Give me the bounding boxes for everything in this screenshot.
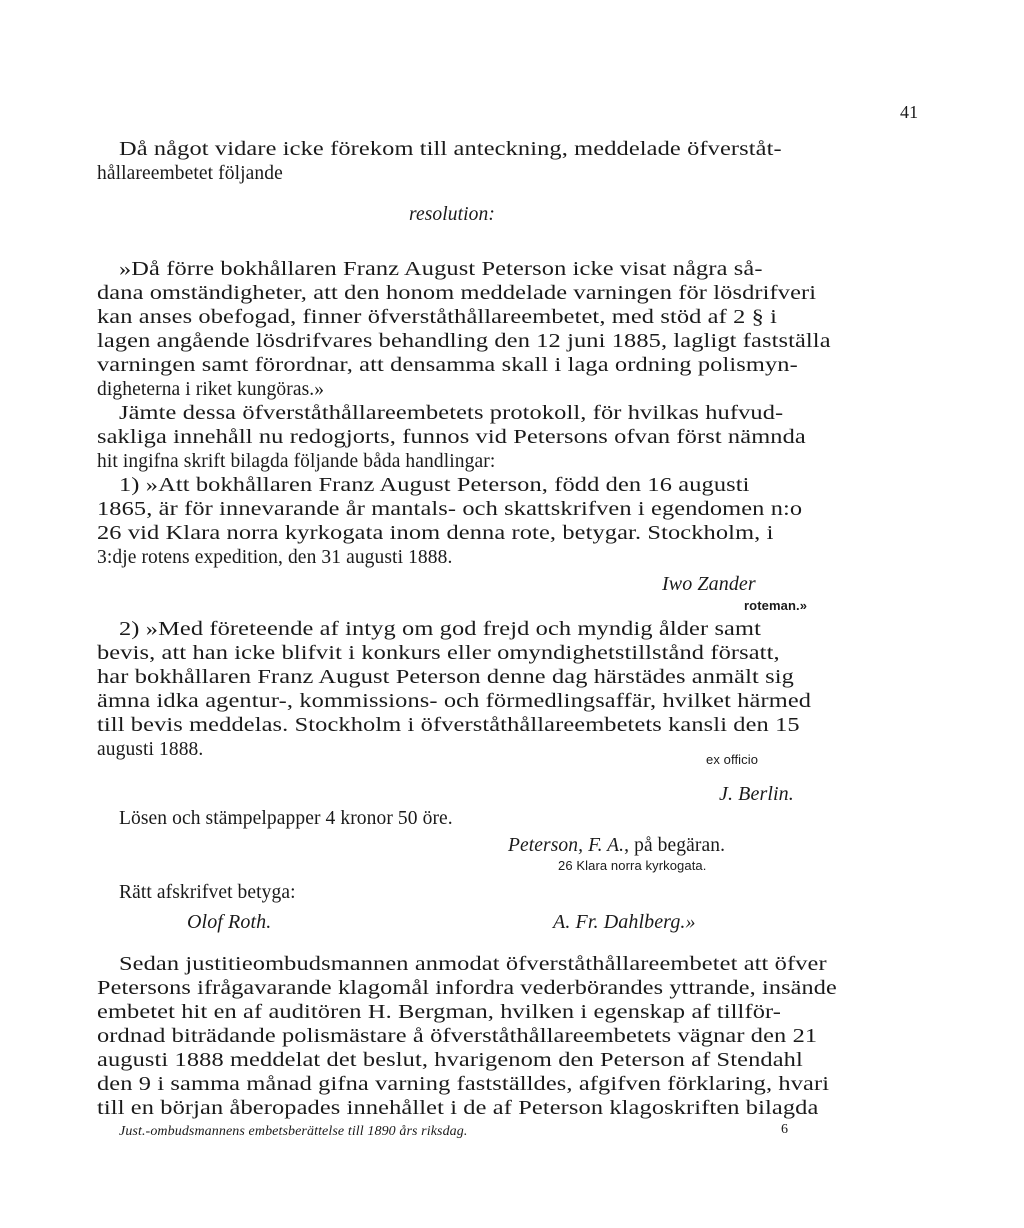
resolution-line-4: lagen angående lösdrifvares behandling den 12 juni 1885, lagligt fastställa — [97, 331, 831, 352]
protocol-line-1: Jämte dessa öfverståthållareembetets protokoll, för hvilkas hufvud- — [119, 403, 784, 424]
item2-line-2: bevis, att han icke blifvit i konkurs eller omyndighetstillstånd försatt, — [97, 643, 780, 664]
item2-line-3: har bokhållaren Franz August Peterson denne dag härstädes anmält sig — [97, 667, 794, 688]
intro-line-2: hållareembetet följande — [97, 163, 283, 184]
copy-label: Rätt afskrifvet betyga: — [119, 882, 296, 903]
intro-line-1: Då något vidare icke förekom till anteckning, meddelade öfverståt- — [119, 139, 782, 160]
fee-line: Lösen och stämpelpapper 4 kronor 50 öre. — [119, 808, 453, 829]
berlin-signature: J. Berlin. — [719, 783, 794, 805]
closing-line-4: ordnad biträdande polismästare å öfverståthållareembetets vägnar den 21 — [97, 1026, 818, 1047]
item1-line-2: 1865, är för innevarande år mantals- och skattskrifven i egendomen n:o — [97, 499, 803, 520]
closing-line-3: embetet hit en af auditören H. Bergman, hvilken i egenskap af tillför- — [97, 1002, 782, 1023]
closing-line-5: augusti 1888 meddelat det beslut, hvarigenom den Peterson af Stendahl — [97, 1050, 803, 1071]
item2-line-6: augusti 1888. — [97, 739, 204, 760]
protocol-line-3: hit ingifna skrift bilagda följande båda handlingar: — [97, 451, 496, 472]
resolution-line-1: »Då förre bokhållaren Franz August Peterson icke visat några så- — [119, 259, 763, 280]
page-number: 41 — [900, 102, 919, 122]
closing-line-1: Sedan justitieombudsmannen anmodat öfverståthållareembetet att öfver — [119, 954, 827, 975]
resolution-heading: resolution: — [409, 204, 495, 225]
protocol-line-2: sakliga innehåll nu redogjorts, funnos vid Petersons ofvan först nämnda — [97, 427, 806, 448]
footer-source: Just.-ombudsmannens embetsberättelse till 1890 års riksdag. — [119, 1124, 468, 1139]
closing-line-7: till en början åberopades innehållet i de af Peterson klagoskriften bilagda — [97, 1098, 819, 1119]
closing-line-2: Petersons ifrågavarande klagomål infordra vederbörandes yttrande, insände — [97, 978, 837, 999]
item2-line-1: 2) »Med företeende af intyg om god frejd och myndig ålder samt — [119, 619, 761, 640]
item1-title: roteman.» — [744, 598, 808, 613]
resolution-line-5: varningen samt förordnar, att densamma skall i laga ordning polismyn- — [97, 355, 798, 376]
request-suffix: , på begäran. — [624, 835, 726, 856]
resolution-line-2: dana omständigheter, att den honom meddelade varningen för lösdrifveri — [97, 283, 817, 304]
copy-sign-right: A. Fr. Dahlberg.» — [553, 911, 696, 933]
copy-sign-left: Olof Roth. — [187, 911, 272, 933]
ex-officio: ex officio — [706, 752, 759, 767]
item1-signature: Iwo Zander — [662, 573, 756, 595]
item1-line-3: 26 vid Klara norra kyrkogata inom denna rote, betygar. Stockholm, i — [97, 523, 774, 544]
item2-line-5: till bevis meddelas. Stockholm i öfverståthållareembetets kansli den 15 — [97, 715, 800, 736]
request-address: 26 Klara norra kyrkogata. — [558, 858, 707, 873]
request-signature: Peterson, F. A. — [508, 835, 625, 856]
closing-line-6: den 9 i samma månad gifna varning fastställdes, afgifven förklaring, hvari — [97, 1074, 830, 1095]
resolution-line-3: kan anses obefogad, finner öfverståthållareembetet, med stöd af 2 § i — [97, 307, 778, 328]
footer-sheet: 6 — [781, 1122, 789, 1137]
request-line — [508, 834, 725, 858]
resolution-line-6: digheterna i riket kungöras.» — [97, 379, 325, 400]
item2-line-4: ämna idka agentur-, kommissions- och förmedlingsaffär, hvilket härmed — [97, 691, 812, 712]
item1-line-1: 1) »Att bokhållaren Franz August Peterson, född den 16 augusti — [119, 475, 750, 496]
item1-line-4: 3:dje rotens expedition, den 31 augusti 1888. — [97, 547, 453, 568]
